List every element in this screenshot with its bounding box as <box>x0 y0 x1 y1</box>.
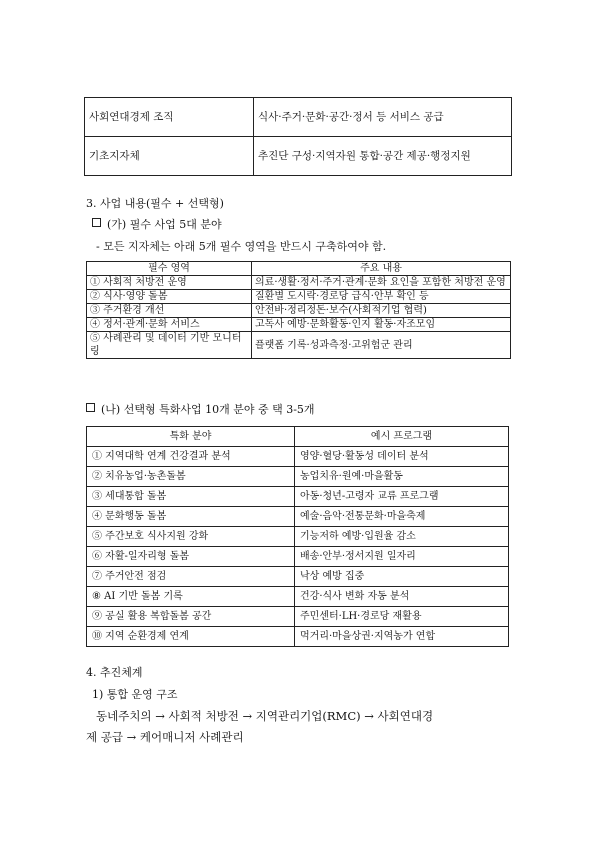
example-cell: 배송·안부·정서지원 일자리 <box>295 547 509 567</box>
example-cell: 낙상 예방 집중 <box>295 567 509 587</box>
section4-paragraph-line2: 제 공급 → 케어매니저 사례관리 <box>86 730 244 744</box>
section4-paragraph-line1: 동네주치의 → 사회적 처방전 → 지역관리기업(RMC) → 사회연대경 <box>96 709 434 723</box>
area-cell: ⑨ 공실 활용 복합돌봄 공간 <box>87 607 295 627</box>
table-row <box>87 567 509 587</box>
area-cell: ③ 세대통합 돌봄 <box>87 487 295 507</box>
example-cell: 예술·음악·전통문화·마을축제 <box>295 507 509 527</box>
section3-note: - 모든 지자체는 아래 5개 필수 영역을 반드시 구축하여야 함. <box>96 240 387 253</box>
content-cell: 플랫폼 기록·성과측정·고위험군 관리 <box>252 332 511 359</box>
table-row <box>87 447 509 467</box>
example-cell: 기능저하 예방·입원율 감소 <box>295 527 509 547</box>
table-row <box>87 547 509 567</box>
checkbox-square-icon <box>86 403 95 412</box>
area-cell: ④ 문화행동 돌봄 <box>87 507 295 527</box>
table-row <box>87 276 511 290</box>
area-cell: ⑤ 사례관리 및 데이터 기반 모니터링 <box>87 332 252 359</box>
table-row <box>85 98 512 137</box>
optional-programs-table <box>86 426 509 647</box>
section3-title: 3. 사업 내용(필수 + 선택형) <box>86 197 224 210</box>
area-cell: ② 식사·영양 돌봄 <box>87 290 252 304</box>
area-cell: ⑧ AI 기반 돌봄 기록 <box>87 587 295 607</box>
org-label: 기초지자체 <box>85 137 254 176</box>
org-desc: 식사·주거·문화·공간·정서 등 서비스 공급 <box>254 98 512 137</box>
example-cell: 먹거리·마을상권·지역농가 연합 <box>295 627 509 647</box>
checkbox-square-icon <box>92 218 101 227</box>
table-row <box>87 290 511 304</box>
table-row <box>87 332 511 359</box>
example-cell: 농업치유·원예·마을활동 <box>295 467 509 487</box>
table-row <box>87 487 509 507</box>
table-row <box>85 137 512 176</box>
area-cell: ① 지역대학 연계 건강결과 분석 <box>87 447 295 467</box>
example-cell: 건강·식사 변화 자동 분석 <box>295 587 509 607</box>
org-desc: 추진단 구성·지역자원 통합·공간 제공·행정지원 <box>254 137 512 176</box>
table-row <box>87 607 509 627</box>
column-header: 예시 프로그램 <box>295 427 509 447</box>
table-row <box>87 587 509 607</box>
table-header-row <box>87 262 511 276</box>
table-row <box>87 467 509 487</box>
content-cell: 질환별 도시락·경로당 급식·안부 확인 등 <box>252 290 511 304</box>
table-row <box>87 527 509 547</box>
area-cell: ① 사회적 처방전 운영 <box>87 276 252 290</box>
area-cell: ④ 정서·관계·문화 서비스 <box>87 318 252 332</box>
content-cell: 고독사 예방·문화활동·인지 활동·자조모임 <box>252 318 511 332</box>
content-cell: 의료·생활·정서·주거·관계·문화 요인을 포함한 처방전 운영 <box>252 276 511 290</box>
example-cell: 주민센터·LH·경로당 재활용 <box>295 607 509 627</box>
org-role-table <box>84 97 512 176</box>
section4-title: 4. 추진체계 <box>86 666 143 679</box>
org-label: 사회연대경제 조직 <box>85 98 254 137</box>
column-header: 필수 영역 <box>87 262 252 276</box>
area-cell: ⑥ 자활-일자리형 돌봄 <box>87 547 295 567</box>
area-cell: ⑤ 주간보호 식사지원 강화 <box>87 527 295 547</box>
table-row <box>87 627 509 647</box>
content-cell: 안전바·정리정돈·보수(사회적기업 협력) <box>252 304 511 318</box>
column-header: 주요 내용 <box>252 262 511 276</box>
area-cell: ⑦ 주거안전 점검 <box>87 567 295 587</box>
table-row <box>87 507 509 527</box>
example-cell: 영양·혈당·활동성 데이터 분석 <box>295 447 509 467</box>
section4-sub1: 1) 통합 운영 구조 <box>92 688 178 701</box>
column-header: 특화 분야 <box>87 427 295 447</box>
required-areas-table <box>86 261 511 359</box>
area-cell: ⑩ 지역 순환경제 연계 <box>87 627 295 647</box>
table-header-row <box>87 427 509 447</box>
section3-sub-b: (나) 선택형 특화사업 10개 분야 중 택 3-5개 <box>86 401 315 417</box>
area-cell: ② 치유농업·농촌돌봄 <box>87 467 295 487</box>
table-row <box>87 318 511 332</box>
example-cell: 아동·청년-고령자 교류 프로그램 <box>295 487 509 507</box>
section3-sub-a: (가) 필수 사업 5대 분야 <box>92 216 222 232</box>
table-row <box>87 304 511 318</box>
area-cell: ③ 주거환경 개선 <box>87 304 252 318</box>
